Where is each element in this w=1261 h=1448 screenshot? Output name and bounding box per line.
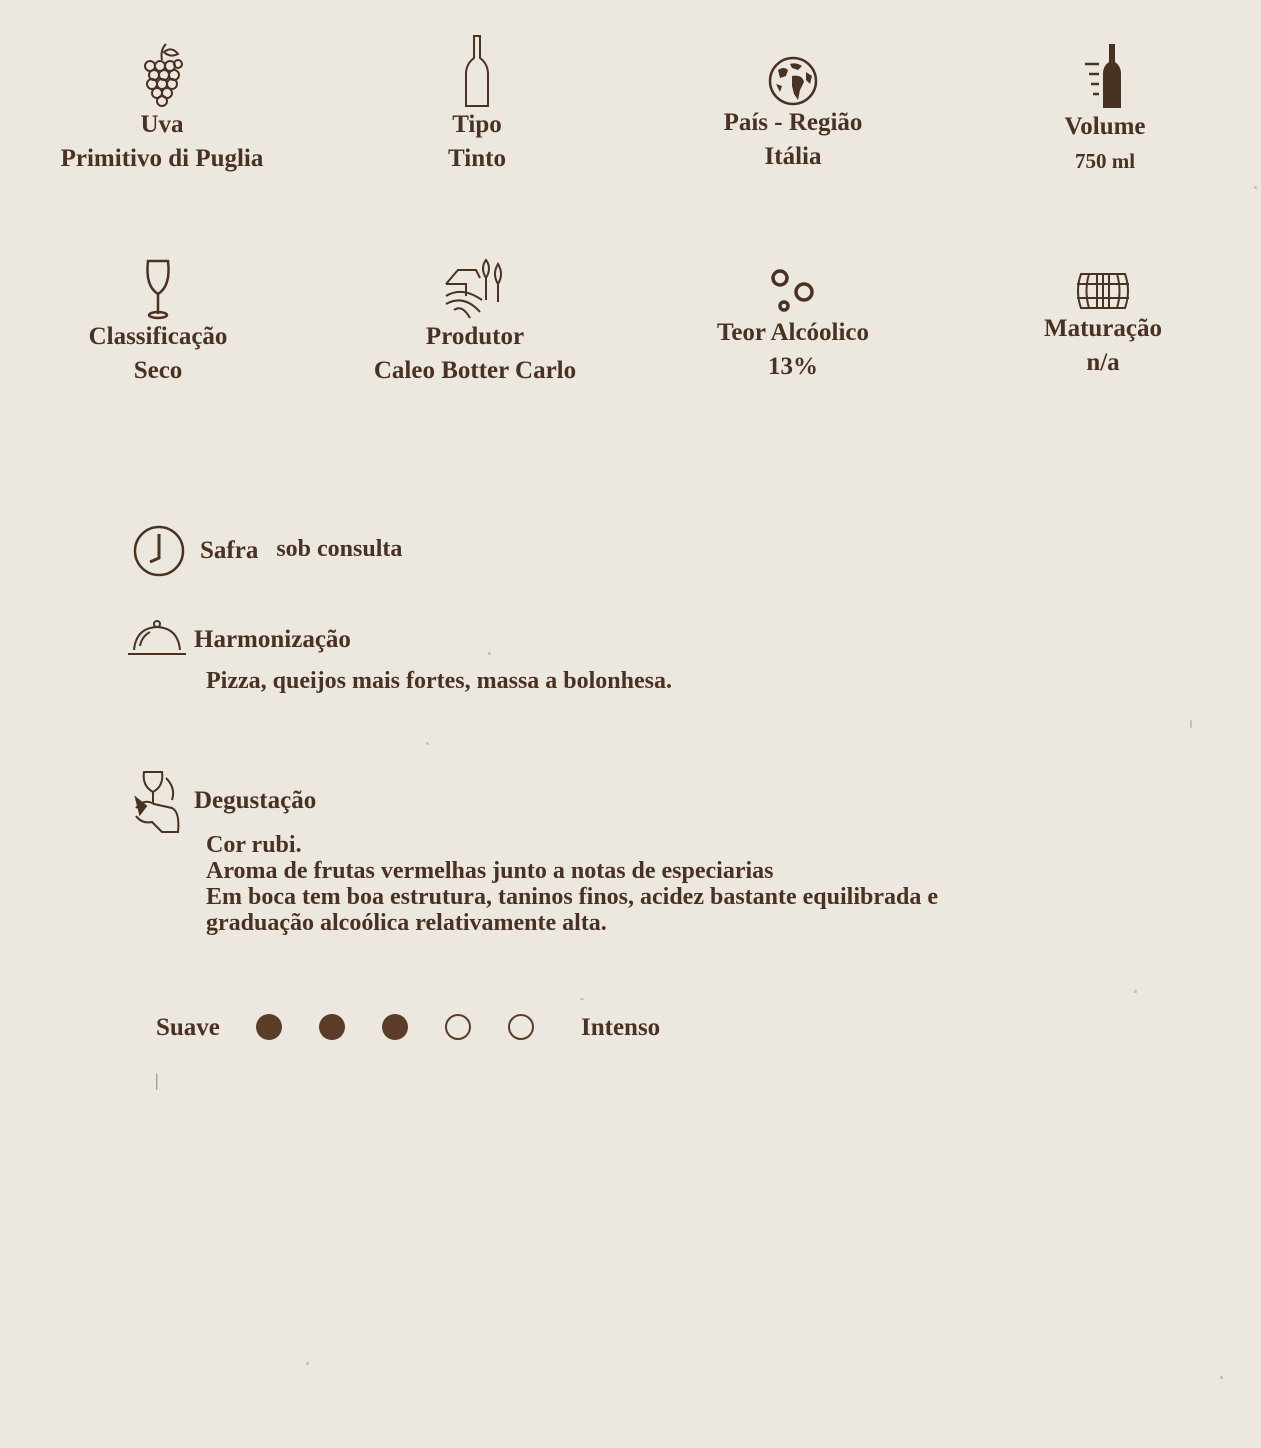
harmonizacao-title: Harmonização xyxy=(194,626,351,653)
bottle-filled-icon xyxy=(1083,42,1127,110)
spec-label: Maturação xyxy=(1043,315,1163,342)
intensity-dot xyxy=(508,1014,534,1040)
spec-label: Teor Alcóolico xyxy=(716,319,870,346)
degustacao-line: graduação alcoólica relativamente alta. xyxy=(206,910,607,936)
intensity-dot xyxy=(445,1014,471,1040)
spec-uva xyxy=(12,40,312,176)
spec-label: Classificação xyxy=(88,323,228,350)
degustacao-text xyxy=(206,832,938,936)
spec-teor xyxy=(643,266,943,384)
globe-icon xyxy=(768,56,818,106)
clock-icon xyxy=(132,524,186,578)
degustacao-line: Aroma de frutas vermelhas junto a notas de especiarias xyxy=(206,858,774,884)
intensity-scale xyxy=(156,1006,676,1048)
degustacao-line: Em boca tem boa estrutura, taninos finos, acidez bastante equilibrada e xyxy=(206,884,938,910)
intensity-low-label: Suave xyxy=(156,1014,220,1041)
spec-value: Tinto xyxy=(448,145,506,172)
intensity-dot xyxy=(382,1014,408,1040)
harmonizacao-text: Pizza, queijos mais fortes, massa a bolonhesa. xyxy=(206,668,672,694)
spec-value: Caleo Botter Carlo xyxy=(373,357,577,384)
spec-label: Tipo xyxy=(452,111,502,138)
spec-classificacao xyxy=(8,258,308,388)
spec-maturacao xyxy=(953,270,1253,380)
vineyard-icon xyxy=(442,256,508,320)
safra-value: sob consulta xyxy=(276,535,403,562)
spec-label: Produtor xyxy=(425,323,525,350)
spec-volume xyxy=(955,42,1255,178)
spec-value: 750 ml xyxy=(1074,149,1136,173)
barrel-icon xyxy=(1073,270,1133,312)
spec-pais xyxy=(643,56,943,174)
spec-value: Seco xyxy=(133,357,183,384)
intensity-high-label: Intenso xyxy=(581,1014,661,1041)
text-cursor: | xyxy=(155,1070,159,1090)
spec-value: n/a xyxy=(1086,349,1120,376)
safra-row xyxy=(132,524,402,578)
spec-tipo xyxy=(327,34,627,176)
spec-value: Primitivo di Puglia xyxy=(60,145,264,172)
spec-value: Itália xyxy=(764,143,822,170)
degustacao-title: Degustação xyxy=(194,787,317,814)
wine-glass-icon xyxy=(143,258,173,320)
safra-label: Safra xyxy=(200,537,259,564)
intensity-dot xyxy=(256,1014,282,1040)
intensity-dot xyxy=(319,1014,345,1040)
spec-produtor xyxy=(325,256,625,388)
cloche-icon xyxy=(126,618,188,658)
grapes-icon xyxy=(140,40,184,108)
spec-label: País - Região xyxy=(723,109,863,136)
spec-label: Uva xyxy=(140,111,184,138)
tasting-hand-icon xyxy=(132,768,184,836)
bubbles-icon xyxy=(768,266,818,316)
spec-label: Volume xyxy=(1064,113,1146,140)
bottle-outline-icon xyxy=(464,34,490,108)
spec-value: 13% xyxy=(768,353,818,380)
degustacao-line: Cor rubi. xyxy=(206,832,302,858)
